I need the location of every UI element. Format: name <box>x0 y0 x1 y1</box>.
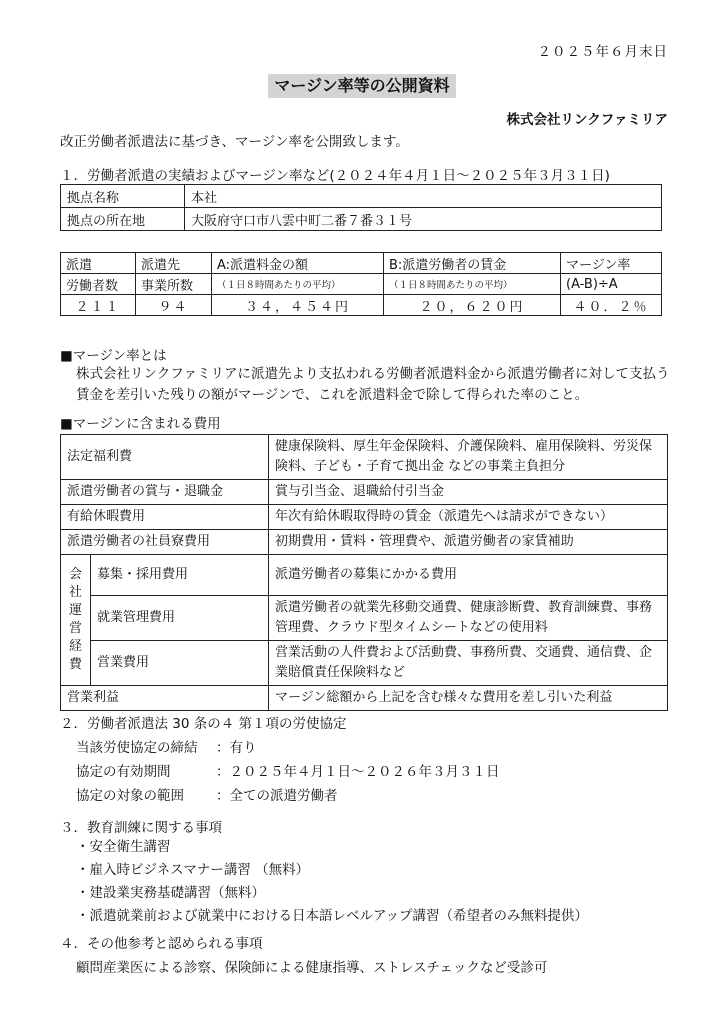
document-date: ２０２５年６月末日 <box>537 44 668 60</box>
cost-label: 営業利益 <box>61 686 269 711</box>
agreement-value: ：有り <box>216 740 257 756</box>
table-row <box>61 596 668 641</box>
table-row <box>61 208 662 231</box>
agreement-value: ：全ての派遣労働者 <box>216 788 338 804</box>
intro-text: 改正労働者派遣法に基づき、マージン率を公開致します。 <box>60 134 409 150</box>
stat-subheader: 事業所数 <box>136 274 212 295</box>
cost-value: 営業活動の人件費および活動費、事務所費、交通費、通信費、企業賠償責任保険料など <box>269 641 668 686</box>
cost-value: 健康保険料、厚生年金保険料、介護保険料、雇用保険料、労災保険料、子ども・子育て拠出金 などの事業主負担分 <box>269 435 668 480</box>
stat-header: 派遣 <box>61 253 136 274</box>
stat-value: ９４ <box>136 295 212 316</box>
stat-header: A:派遣料金の額 <box>212 253 384 274</box>
stat-header: B:派遣労働者の賃金 <box>384 253 561 274</box>
costs-heading: ■マージンに含まれる費用 <box>60 416 221 432</box>
agreement-label: 当該労使協定の締結 <box>76 740 198 756</box>
table-row <box>61 253 662 274</box>
list-item: ・建設業実務基礎講習（無料） <box>76 885 265 901</box>
page-title: マージン率等の公開資料 <box>268 74 455 98</box>
cost-label: 営業費用 <box>91 641 269 686</box>
list-item: ・雇入時ビジネスマナー講習 （無料） <box>76 862 310 878</box>
cost-label: 派遣労働者の社員寮費用 <box>61 530 269 555</box>
cost-value: マージン総額から上記を含む様々な費用を差し引いた利益 <box>269 686 668 711</box>
stat-subheader: (A-B)÷A <box>561 274 662 295</box>
stat-value: ２０，６２０円 <box>384 295 561 316</box>
stat-subheader: 労働者数 <box>61 274 136 295</box>
agreement-item <box>76 784 338 804</box>
stat-header: マージン率 <box>561 253 662 274</box>
location-label: 拠点名称 <box>61 185 185 208</box>
location-label: 拠点の所在地 <box>61 208 185 231</box>
section3-heading: ３．教育訓練に関する事項 <box>60 820 222 836</box>
table-row <box>61 686 668 711</box>
cost-label: 法定福利費 <box>61 435 269 480</box>
table-row <box>61 435 668 480</box>
company-operating-costs-label <box>61 555 91 686</box>
cost-value: 派遣労働者の募集にかかる費用 <box>269 555 668 596</box>
costs-table <box>60 434 668 711</box>
vertical-char: 経 <box>68 639 82 654</box>
location-table <box>60 184 662 231</box>
section4-body: 顧問産業医による診察、保険師による健康指導、ストレスチェックなど受診可 <box>76 960 548 976</box>
stat-subheader: （１日８時間あたりの平均） <box>384 274 561 295</box>
table-row <box>61 480 668 505</box>
section2-heading: ２．労働者派遣法 30 条の４ 第１項の労使協定 <box>60 716 347 732</box>
cost-value: 初期費用・賃料・管理費や、派遣労働者の家賃補助 <box>269 530 668 555</box>
vertical-char: 会 <box>68 567 82 582</box>
agreement-item <box>76 736 257 756</box>
stat-value: ３４，４５４円 <box>212 295 384 316</box>
company-name: 株式会社リンクファミリア <box>506 112 668 128</box>
agreement-item <box>76 760 500 780</box>
cost-value: 賞与引当金、退職給付引当金 <box>269 480 668 505</box>
vertical-char: 費 <box>68 657 82 672</box>
stat-subheader: （１日８時間あたりの平均） <box>212 274 384 295</box>
cost-label: 就業管理費用 <box>91 596 269 641</box>
cost-label: 募集・採用費用 <box>91 555 269 596</box>
cost-label: 有給休暇費用 <box>61 505 269 530</box>
table-row <box>61 185 662 208</box>
stats-table <box>60 252 662 316</box>
vertical-char: 社 <box>68 585 82 600</box>
training-list <box>76 836 588 928</box>
table-row <box>61 530 668 555</box>
list-item: ・派遣就業前および就業中における日本語レベルアップ講習（希望者のみ無料提供） <box>76 908 589 924</box>
section4-heading: ４．その他参考と認められる事項 <box>60 936 263 952</box>
cost-value: 派遣労働者の就業先移動交通費、健康診断費、教育訓練費、事務管理費、クラウド型タイムシートなどの使用料 <box>269 596 668 641</box>
table-row <box>61 555 668 596</box>
agreement-value: ：２０２５年４月１日～２０２６年３月３１日 <box>216 764 500 780</box>
stat-value: ４０．２％ <box>561 295 662 316</box>
page-title-wrap <box>0 74 724 98</box>
margin-definition-body: 株式会社リンクファミリアに派遣先より支払われる労働者派遣料金から派遣労働者に対して支払う賃金を差引いた残りの額がマージンで、これを派遣料金で除して得られた率のこと。 <box>76 366 670 403</box>
vertical-char: 運 <box>68 603 82 618</box>
agreement-label: 協定の対象の範囲 <box>76 788 184 804</box>
stat-value: ２１１ <box>61 295 136 316</box>
stat-header: 派遣先 <box>136 253 212 274</box>
agreement-label: 協定の有効期間 <box>76 764 171 780</box>
table-row <box>61 505 668 530</box>
margin-definition-heading: ■マージン率とは <box>60 348 167 364</box>
cost-value: 年次有給休暇取得時の賃金（派遣先へは請求ができない） <box>269 505 668 530</box>
list-item: ・安全衛生講習 <box>76 839 171 855</box>
table-row <box>61 274 662 295</box>
vertical-char: 営 <box>68 621 82 636</box>
table-row <box>61 641 668 686</box>
location-value: 大阪府守口市八雲中町二番７番３１号 <box>185 208 662 231</box>
table-row <box>61 295 662 316</box>
location-value: 本社 <box>185 185 662 208</box>
cost-label: 派遣労働者の賞与・退職金 <box>61 480 269 505</box>
section1-heading: １．労働者派遣の実績およびマージン率など(２０２４年４月１日～２０２５年３月３１日) <box>60 168 610 184</box>
